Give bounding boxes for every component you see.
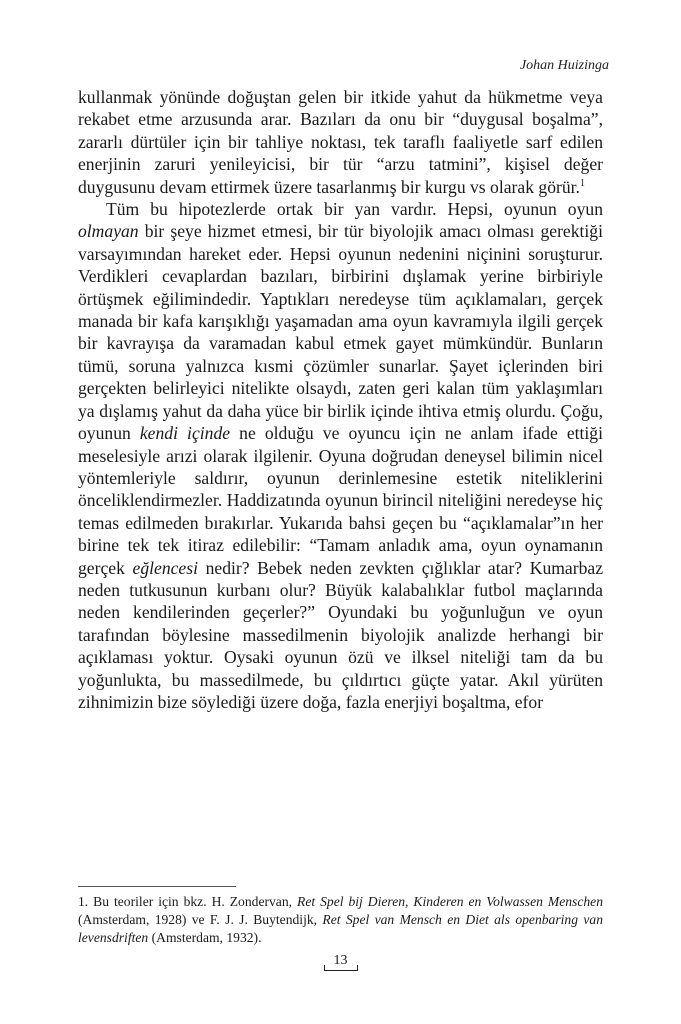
page-number — [0, 953, 681, 971]
emphasis-eglencesi: eğlencesi — [132, 557, 198, 578]
footnote — [78, 893, 603, 948]
paragraph-2-text-c: ne olduğu ve oyuncu için ne anlam ifade ettiği meselesiyle arızi olarak ilgilenir. Oyuna doğrudan deneysel bilimin nicel yöntemleriyle saldırır, oyunun derinlemesine estetik niteliklerini önceliklendirmezler. Haddizatında oyunun birincil niteliğini neredeyse hiç temas edilmeden bırakırlar. Yukarıda bahsi geçen bu “açıklamalar”ın her birine tek tek itiraz edilebilir: “Tamam anladık ama, oyun oynamanın gerçek — [78, 423, 603, 578]
paragraph-2 — [78, 198, 603, 713]
footnote-title-zondervan: Ret Spel bij Dieren, Kinderen en Volwassen Menschen — [297, 894, 603, 909]
paragraph-2-text-d: nedir? Bebek neden zevkten çığlıklar atar? Kumarbaz neden tutkusunun kurbanı olur? Büyük kalabalıklar futbol maçlarında neden kendilerinden geçerler?” Oyundaki bu yoğunluğun ve oyun tarafından böylesine massedilmenin biyolojik analizde herhangi bir açıklaması yoktur. Oysaki oyunun özü ve ilksel niteliği tam da bu yoğunlukta, bu massedilmede, bu çıldırtıcı güçte yatar. Akıl yürüten zihnimizin bize söylediği üzere doğa, fazla enerjiyi boşaltma, efor — [78, 557, 604, 712]
page-number-value: 13 — [324, 953, 358, 971]
footnote-text-c: (Amsterdam, 1928) ve F. J. J. Buytendijk, — [78, 912, 323, 928]
footnote-reference: 1 — [579, 177, 585, 189]
running-header-author: Johan Huizinga — [519, 58, 609, 73]
paragraph-1 — [78, 86, 603, 198]
paragraph-1-text: kullanmak yönünde doğuştan gelen bir itkide yahut da hükmetme veya rekabet etme arzusunda arar. Bazıları da onu bir “duygusal boşalma”, zararlı dürtüler için bir tahliye noktası, tek taraflı faaliyetle sarf edilen enerjinin zaruri yenileyicisi, bir tür “arzu tatmini”, kişisel değer duygusunu devam ettirmek üzere tasarlanmış bir kurgu vs olarak görür. — [78, 87, 603, 197]
footnote-text-e: (Amsterdam, 1932). — [148, 930, 262, 946]
footnote-title-buytendijk: Ret Spel van Mensch en Diet als openbaring van levensdriften — [78, 912, 603, 946]
main-text — [78, 86, 603, 713]
paragraph-2-text-b: bir şeye hizmet etmesi, bir tür biyolojik amacı olması gerektiği varsayımından hareket eder. Hepsi oyunun nedenini niçinini soruşturur. Verdikleri cevaplardan bazıları, birbirini dışlamak yerine birbiriyle örtüşmek eğilimindedir. Yaptıkları neredeyse tüm açıklamaları, gerçek manada bir kafa karışıklığı yaşamadan ama oyun kavramıyla ilgili gerçek bir kavrayışa da varamadan kabul etmek gayet mümkündür. Bunların tümü, soruna yalnızca kısmi çözümler sunarlar. Şayet içlerinden biri gerçekten belirleyici nitelikte olsaydı, zaten geri kalan tüm yaklaşımları ya dışlamış yahut da daha yüce bir birlik içinde ihtiva etmiş olurdu. Çoğu, oyunun — [78, 221, 603, 444]
paragraph-2-text-a: Tüm bu hipotezlerde ortak bir yan vardır. Hepsi, oyunun oyun — [106, 199, 603, 220]
footnote-text-a: 1. Bu teoriler için bkz. H. Zondervan, — [78, 894, 298, 909]
footnote-1 — [78, 893, 603, 948]
footnote-divider — [78, 886, 236, 887]
emphasis-kendi-icinde: kendi içinde — [139, 423, 231, 444]
emphasis-olmayan: olmayan — [78, 221, 139, 242]
